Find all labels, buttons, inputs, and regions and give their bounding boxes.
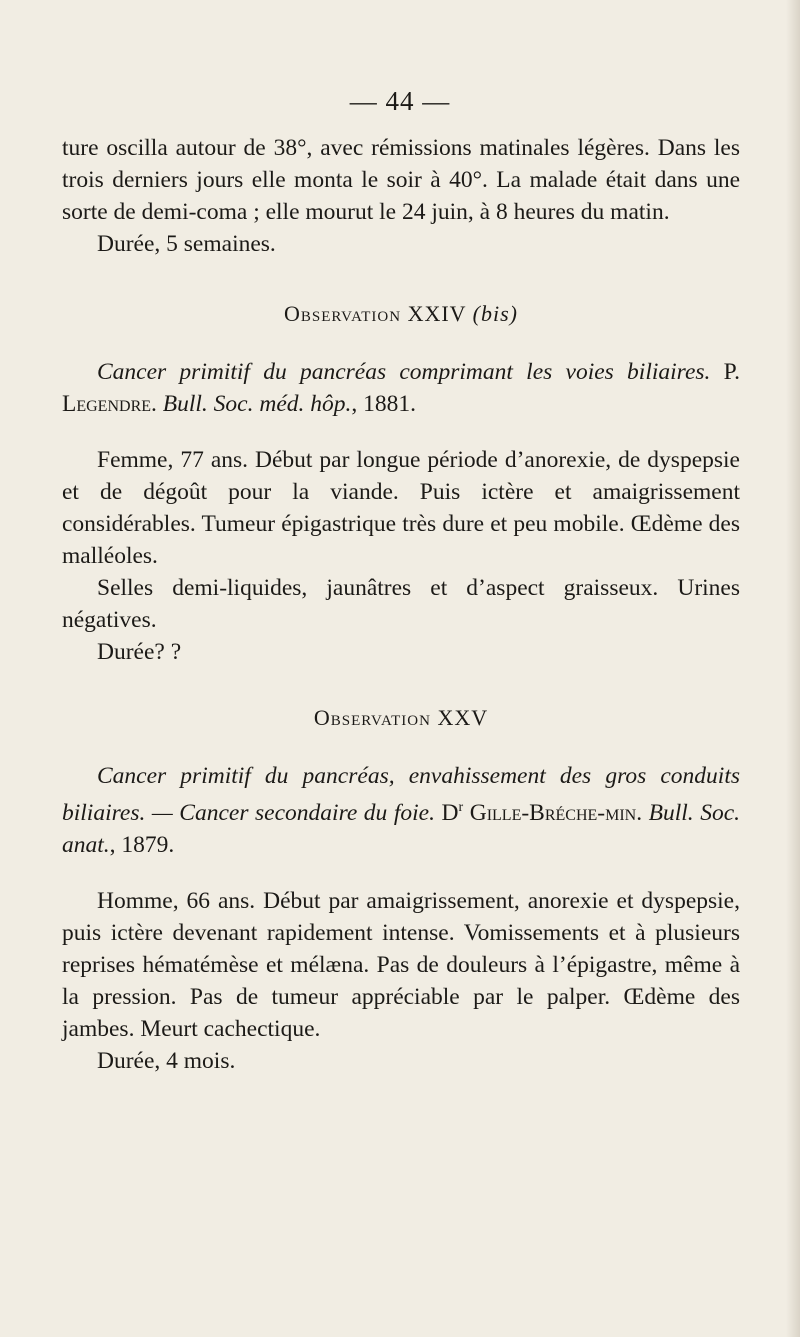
observation-25-reference xyxy=(62,760,740,861)
paragraph-continuation: ture oscilla autour de 38°, avec rémissions matinales légères. Dans les trois derniers jours elle monta le soir à 40°. La malade était dans une sorte de demi-coma ; elle mourut le 24 juin, à 8 heures du matin. xyxy=(62,135,740,225)
observation-24-heading xyxy=(62,298,740,330)
observation-24-year: , 1881. xyxy=(351,391,417,417)
page-number: — 44 — xyxy=(349,86,451,116)
observation-25-heading xyxy=(62,702,740,734)
observation-25-dr: D xyxy=(441,799,459,826)
observation-24-author: P. Legendre. xyxy=(62,359,740,417)
observation-25-journal: Bull. Soc. anat. xyxy=(62,799,741,858)
page-edge-shadow xyxy=(786,0,800,1337)
paragraph-duration: Durée, 5 semaines. xyxy=(97,231,276,257)
observation-25-year: , 1879. xyxy=(109,831,175,858)
observation-24-title: Cancer primitif du pancréas comprimant les voies biliaires. xyxy=(97,359,711,385)
observation-25-dr-sup: r xyxy=(458,800,464,815)
observation-24-journal: Bull. Soc. méd. hôp. xyxy=(162,391,352,417)
observation-24-para-2: Selles demi-liquides, jaunâtres et d’aspect graisseux. Urines négatives. xyxy=(62,575,740,633)
page-body xyxy=(62,132,740,1077)
observation-24-para-1: Femme, 77 ans. Début par longue période d’anorexie, de dyspepsie et de dégoût pour la viande. Puis ictère et amaigrissement considérables. Tumeur épigastrique très dure et peu mobile. Œdème des malléoles. xyxy=(62,447,740,569)
observation-24-label: Observation XXIV xyxy=(283,301,467,326)
observation-25-para-1: Homme, 66 ans. Début par amaigrissement, anorexie et dyspepsie, puis ictère devenant rapidement intense. Vomissements et à plusieurs reprises hématémèse et mélæna. Pas de douleurs à l’épigastre, même à la pression. Pas de tumeur appréciable par le palper. Œdème des jambes. Meurt cachectique. xyxy=(62,887,740,1042)
observation-25-duration: Durée, 4 mois. xyxy=(97,1047,236,1074)
observation-25-label: Observation XXV xyxy=(313,705,489,730)
observation-24-reference xyxy=(62,356,740,420)
observation-24-duration: Durée? ? xyxy=(97,639,182,665)
observation-25-title: Cancer primitif du pancréas, envahissement des gros conduits biliaires. — Cancer secondaire du foie. xyxy=(62,763,740,826)
observation-24-bis: (bis) xyxy=(472,301,518,326)
observation-25-author: Gille-Bréche-min. xyxy=(469,799,643,826)
